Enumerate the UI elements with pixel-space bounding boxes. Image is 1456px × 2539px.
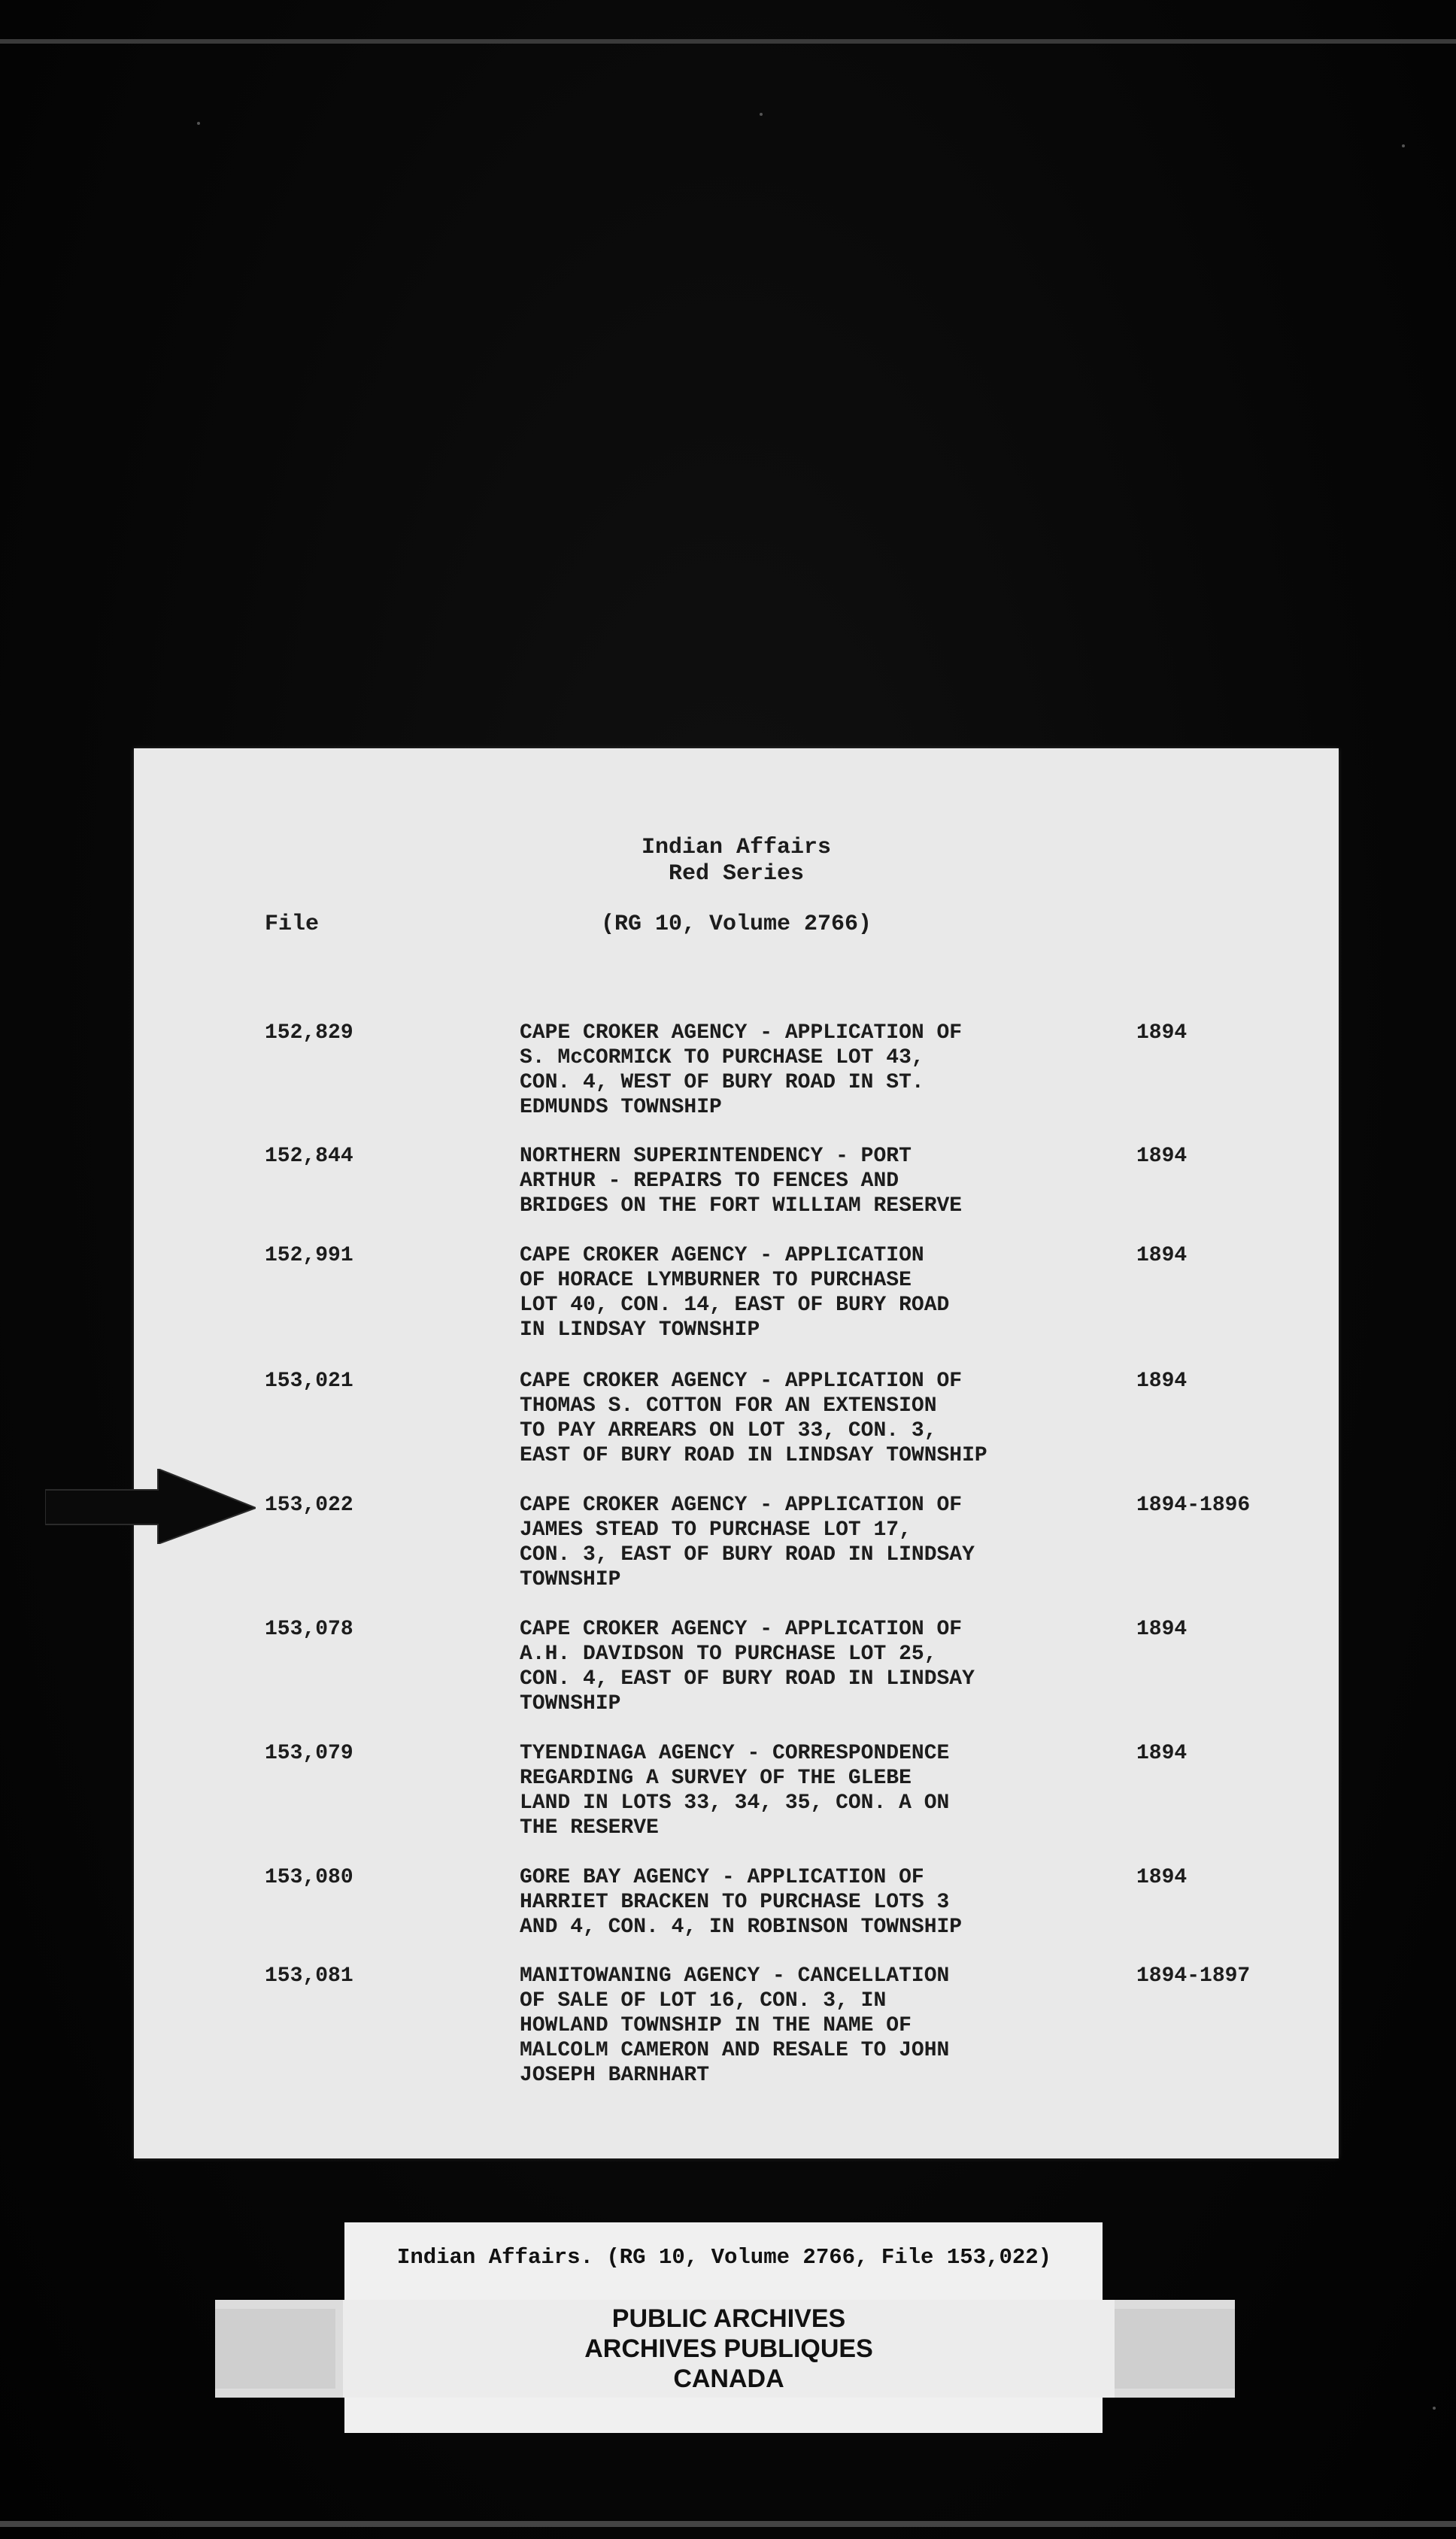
film-speck [1402,144,1405,147]
frame-top-edge [0,39,1456,44]
stamp-line-english: PUBLIC ARCHIVES [611,2304,846,2333]
entry-file-number: 153,021 [265,1370,353,1393]
film-speck [197,122,200,125]
document-page [134,748,1339,2158]
entry-year: 1894-1896 [1136,1494,1251,1517]
entry-file-number: 153,079 [265,1742,353,1765]
archives-stamp [215,2300,1235,2398]
entry-description: CAPE CROKER AGENCY - APPLICATION OF THOMAS S. COTTON FOR AN EXTENSION TO PAY ARREARS ON LOT 33, CON. 3, EAST OF BURY ROAD IN LINDSAY TOWNSHIP [520,1370,987,1467]
microfilm-caption: Indian Affairs. (RG 10, Volume 2766, File 153,022) [396,2245,1052,2270]
entry-year: 1894 [1136,1742,1188,1765]
entry-file-number: 152,844 [265,1145,353,1168]
stamp-center [343,2300,1115,2398]
entry-description: TYENDINAGA AGENCY - CORRESPONDENCE REGARDING A SURVEY OF THE GLEBE LAND IN LOTS 33, 34, 35, CON. A ON THE RESERVE [520,1742,950,1840]
stamp-right-tab [1115,2309,1235,2389]
entry-file-number: 152,991 [265,1244,353,1267]
entry-year: 1894 [1136,1145,1188,1168]
stamp-line-french: ARCHIVES PUBLIQUES [584,2334,873,2363]
stamp-left-tab [215,2309,335,2389]
entry-year: 1894 [1136,1244,1188,1267]
entry-file-number: 152,829 [265,1021,353,1045]
entry-description: NORTHERN SUPERINTENDENCY - PORT ARTHUR - REPAIRS TO FENCES AND BRIDGES ON THE FORT WILLIAM RESERVE [520,1145,963,1218]
entry-file-number: 153,078 [265,1618,353,1641]
entry-description: CAPE CROKER AGENCY - APPLICATION OF HORACE LYMBURNER TO PURCHASE LOT 40, CON. 14, EAST OF BURY ROAD IN LINDSAY TOWNSHIP [520,1244,950,1342]
entry-description: CAPE CROKER AGENCY - APPLICATION OF S. McCORMICK TO PURCHASE LOT 43, CON. 4, WEST OF BURY ROAD IN ST. EDMUNDS TOWNSHIP [520,1021,963,1119]
file-column-label: File [265,912,320,937]
entry-file-number: 153,080 [265,1866,353,1889]
film-speck [1433,2407,1436,2410]
entry-file-number: 153,022 [265,1494,353,1517]
entry-year: 1894 [1136,1370,1188,1393]
pointer-arrow-icon [45,1469,256,1544]
frame-bottom-edge [0,2521,1456,2527]
entry-year: 1894 [1136,1021,1188,1045]
entry-year: 1894 [1136,1618,1188,1641]
entry-description: GORE BAY AGENCY - APPLICATION OF HARRIET BRACKEN TO PURCHASE LOTS 3 AND 4, CON. 4, IN ROBINSON TOWNSHIP [520,1866,963,1939]
film-speck [760,113,763,116]
document-series: Red Series [668,861,805,887]
entry-year: 1894 [1136,1866,1188,1889]
entry-file-number: 153,081 [265,1964,353,1988]
entry-year: 1894-1897 [1136,1964,1251,1988]
stamp-line-country: CANADA [673,2365,784,2393]
entry-description: CAPE CROKER AGENCY - APPLICATION OF JAMES STEAD TO PURCHASE LOT 17, CON. 3, EAST OF BURY ROAD IN LINDSAY TOWNSHIP [520,1494,975,1591]
entry-description: CAPE CROKER AGENCY - APPLICATION OF A.H. DAVIDSON TO PURCHASE LOT 25, CON. 4, EAST OF BURY ROAD IN LINDSAY TOWNSHIP [520,1618,975,1715]
entry-description: MANITOWANING AGENCY - CANCELLATION OF SALE OF LOT 16, CON. 3, IN HOWLAND TOWNSHIP IN THE NAME OF MALCOLM CAMERON AND RESALE TO JOHN JOSEPH BARNHART [520,1964,950,2087]
document-title: Indian Affairs [641,835,832,860]
volume-reference: (RG 10, Volume 2766) [600,912,872,937]
